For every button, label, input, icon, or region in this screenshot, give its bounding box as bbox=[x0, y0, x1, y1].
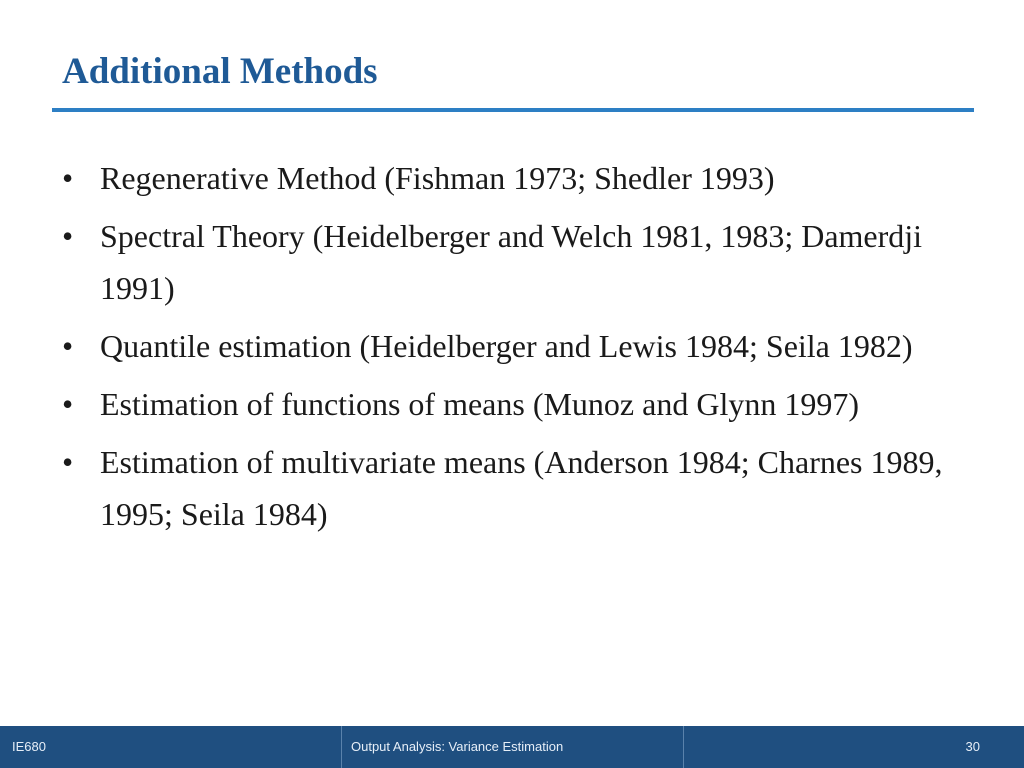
title-underline bbox=[52, 108, 974, 112]
footer-course: IE680 bbox=[12, 739, 46, 754]
page-number: 30 bbox=[965, 739, 980, 754]
slide-title: Additional Methods bbox=[62, 51, 378, 92]
bullet-dot-icon: • bbox=[62, 444, 74, 480]
footer-topic: Output Analysis: Variance Estimation bbox=[351, 739, 564, 754]
bullet-dot-icon: • bbox=[62, 160, 74, 196]
bullet-text: Quantile estimation (Heidelberger and Lewis 1984; Seila 1982) bbox=[100, 328, 913, 364]
bullet-text: Estimation of functions of means (Munoz and Glynn 1997) bbox=[100, 386, 859, 422]
bullet-text: Spectral Theory (Heidelberger and Welch 1981, 1983; Damerdji 1991) bbox=[100, 218, 923, 306]
bullet-item bbox=[62, 210, 967, 314]
slide-footer bbox=[0, 726, 1024, 768]
bullet-dot-icon: • bbox=[62, 386, 74, 422]
bullet-item bbox=[62, 436, 967, 540]
bullet-item bbox=[62, 152, 967, 204]
bullet-text: Regenerative Method (Fishman 1973; Shedler 1993) bbox=[100, 160, 775, 196]
bullet-item bbox=[62, 320, 967, 372]
bullet-dot-icon: • bbox=[62, 218, 74, 254]
bullet-list bbox=[62, 152, 967, 546]
bullet-dot-icon: • bbox=[62, 328, 74, 364]
bullet-item bbox=[62, 378, 967, 430]
bullet-text: Estimation of multivariate means (Anderson 1984; Charnes 1989, 1995; Seila 1984) bbox=[100, 444, 943, 532]
